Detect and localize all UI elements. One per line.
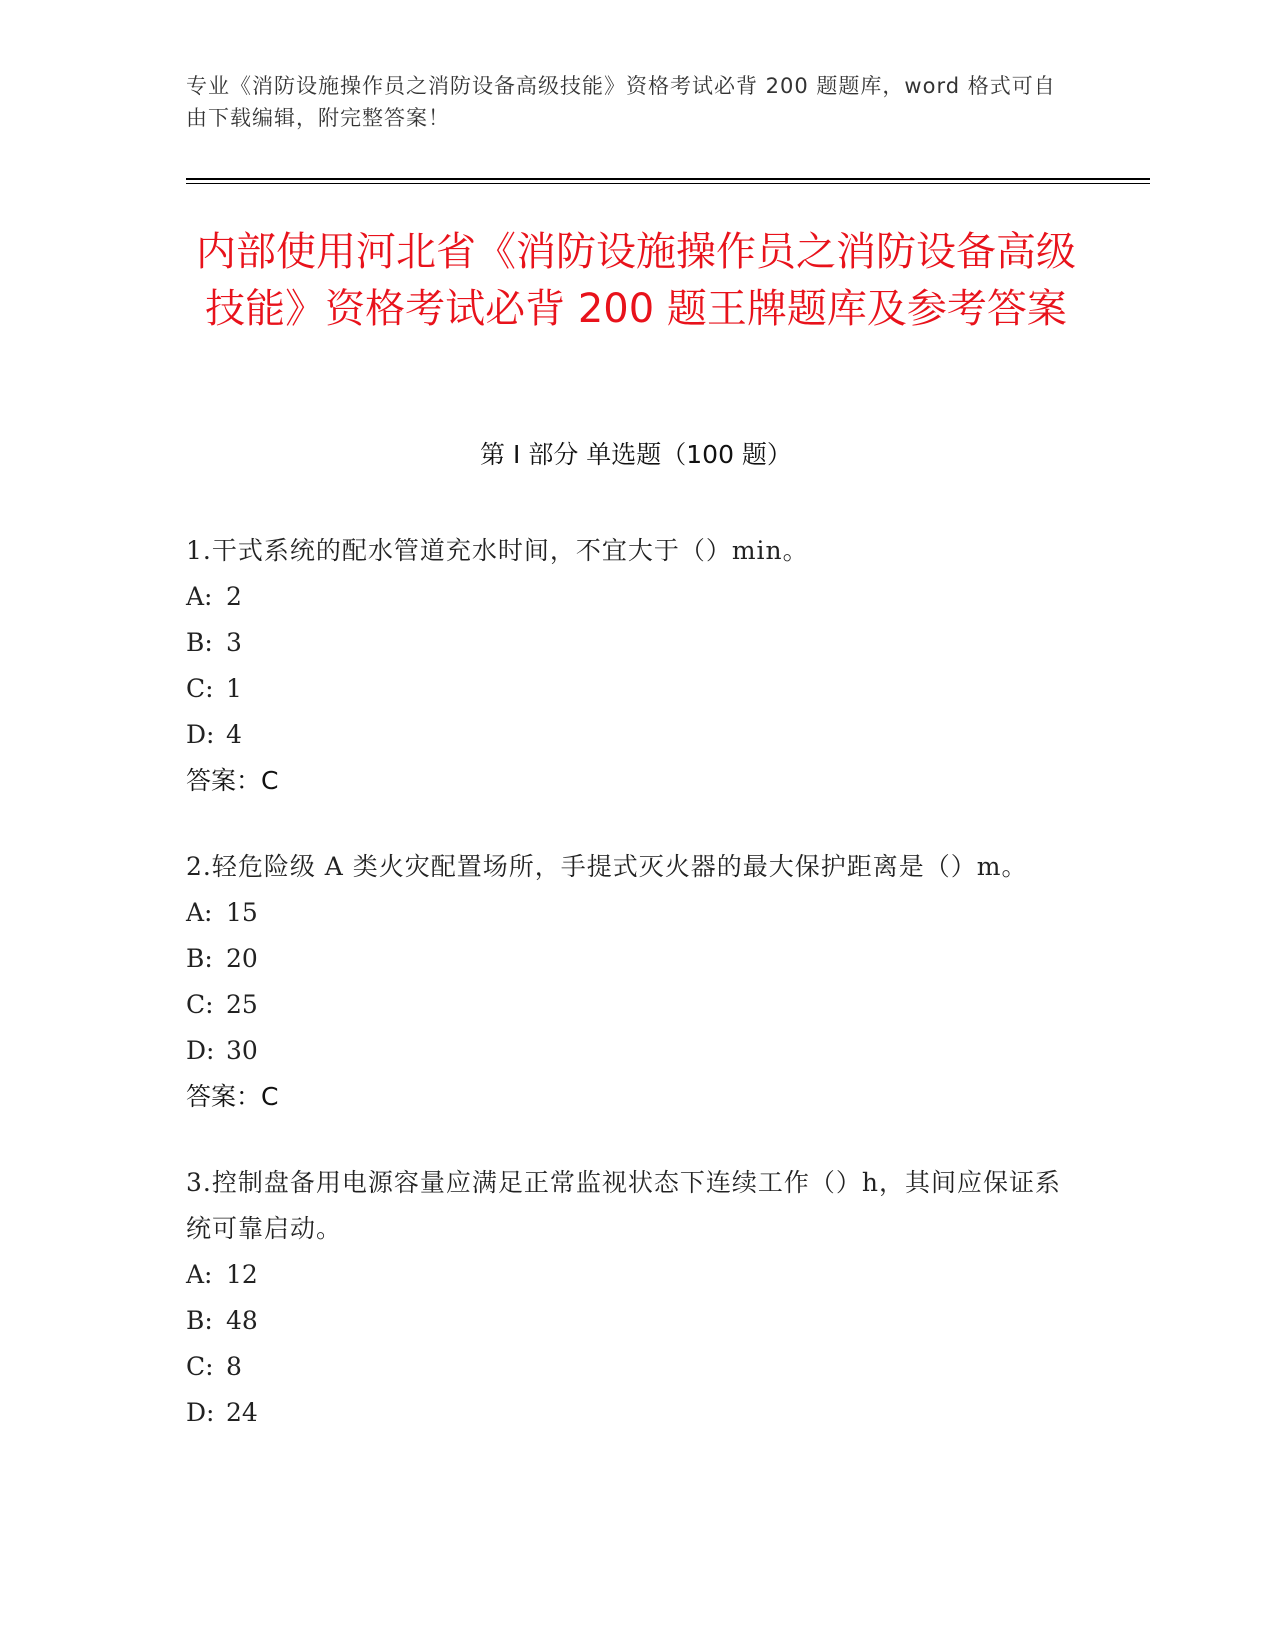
option-letter: D: <box>186 1398 215 1427</box>
option-letter: B: <box>186 944 213 973</box>
option-list <box>186 1252 1086 1436</box>
option-letter: D: <box>186 720 215 749</box>
question-text: 1.干式系统的配水管道充水时间，不宜大于（）min。 <box>186 536 809 565</box>
option-value: 15 <box>226 898 258 927</box>
option-item <box>186 982 1086 1028</box>
header-note: 专业《消防设施操作员之消防设备高级技能》资格考试必背 200 题题库，word 格式可自由下载编辑，附完整答案！ <box>186 74 1056 130</box>
question-text: 3.控制盘备用电源容量应满足正常监视状态下连续工作（）h，其间应保证系统可靠启动。 <box>186 1168 1061 1243</box>
option-value: 3 <box>226 628 242 657</box>
option-item <box>186 936 1086 982</box>
option-value: 20 <box>226 944 258 973</box>
option-list <box>186 890 1086 1074</box>
option-letter: B: <box>186 1306 213 1335</box>
document-title: 内部使用河北省《消防设施操作员之消防设备高级技能》资格考试必背 200 题王牌题库及参考答案 <box>196 229 1076 332</box>
header-divider-thick <box>186 178 1150 180</box>
option-letter: C: <box>186 1352 214 1381</box>
option-value: 24 <box>226 1398 258 1427</box>
option-item <box>186 712 1086 758</box>
option-item <box>186 1252 1086 1298</box>
option-value: 48 <box>226 1306 258 1335</box>
option-item <box>186 574 1086 620</box>
answer-text: 答案：C <box>186 766 279 795</box>
question-text: 2.轻危险级 A 类火灾配置场所，手提式灭火器的最大保护距离是（）m。 <box>186 852 1028 881</box>
option-value: 1 <box>226 674 242 703</box>
option-item <box>186 620 1086 666</box>
header-divider-thin <box>186 183 1150 184</box>
option-letter: B: <box>186 628 213 657</box>
option-item <box>186 1344 1086 1390</box>
option-item <box>186 1390 1086 1436</box>
question-item <box>186 528 1086 804</box>
option-letter: C: <box>186 990 214 1019</box>
option-item <box>186 1028 1086 1074</box>
option-letter: A: <box>186 582 213 611</box>
option-value: 8 <box>226 1352 242 1381</box>
option-value: 25 <box>226 990 258 1019</box>
option-value: 30 <box>226 1036 258 1065</box>
question-list <box>186 528 1086 1476</box>
option-item <box>186 890 1086 936</box>
option-value: 2 <box>226 582 242 611</box>
option-letter: D: <box>186 1036 215 1065</box>
answer-text: 答案：C <box>186 1082 279 1111</box>
option-item <box>186 666 1086 712</box>
option-value: 12 <box>226 1260 258 1289</box>
question-item <box>186 1160 1086 1436</box>
option-list <box>186 574 1086 758</box>
option-value: 4 <box>226 720 242 749</box>
option-item <box>186 1298 1086 1344</box>
section-title: 第 I 部分 单选题（100 题） <box>480 440 792 469</box>
option-letter: A: <box>186 898 213 927</box>
option-letter: C: <box>186 674 214 703</box>
question-item <box>186 844 1086 1120</box>
option-letter: A: <box>186 1260 213 1289</box>
